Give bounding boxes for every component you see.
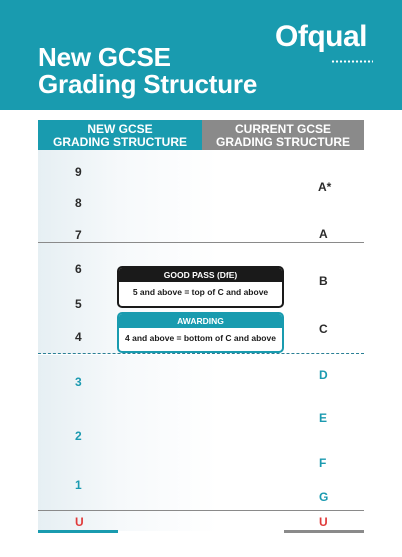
awarding-heading: AWARDING <box>119 314 282 328</box>
band-lower <box>38 355 364 510</box>
footer-accent-grey <box>284 530 364 533</box>
new-gcse-column-header <box>38 120 202 150</box>
current-grade-a-star: A* <box>318 180 332 194</box>
current-grade-d: D <box>319 368 328 382</box>
new-grade-3: 3 <box>75 375 82 389</box>
divider-line <box>38 242 364 243</box>
current-grade-a: A <box>319 227 328 241</box>
title-line-1: New GCSE <box>38 42 171 72</box>
current-grade-e: E <box>319 411 328 425</box>
new-grade-2: 2 <box>75 429 82 443</box>
good-pass-box <box>117 266 284 308</box>
new-grade-7: 7 <box>75 228 82 242</box>
band-top <box>38 150 364 242</box>
current-gcse-column-header <box>202 120 364 150</box>
current-grade-c: C <box>319 322 328 336</box>
awarding-box <box>117 312 284 353</box>
new-grade-9: 9 <box>75 165 82 179</box>
current-header-line-2: GRADING STRUCTURE <box>216 135 350 149</box>
header-banner <box>0 0 402 110</box>
good-pass-heading: GOOD PASS (DfE) <box>119 268 282 282</box>
logo-dots-decoration <box>331 60 373 63</box>
divider-line <box>38 510 364 511</box>
new-header-line-2: GRADING STRUCTURE <box>53 135 187 149</box>
new-grade-u: U <box>75 515 84 529</box>
current-grade-g: G <box>319 490 329 504</box>
current-grade-b: B <box>319 274 328 288</box>
new-grade-4: 4 <box>75 330 82 344</box>
ofqual-logo: Ofqual <box>275 20 367 53</box>
current-grade-f: F <box>319 456 327 470</box>
new-header-line-1: NEW GCSE <box>87 122 153 136</box>
pass-threshold-dashed-line <box>38 353 364 354</box>
good-pass-text: 5 and above = top of C and above <box>132 287 269 297</box>
new-grade-8: 8 <box>75 196 82 210</box>
page-title <box>38 44 257 98</box>
current-header-line-1: CURRENT GCSE <box>234 122 331 136</box>
footer-accent-teal <box>38 530 118 533</box>
new-grade-1: 1 <box>75 478 82 492</box>
new-grade-6: 6 <box>75 262 82 276</box>
title-line-2: Grading Structure <box>38 69 258 99</box>
band-fail <box>38 511 364 531</box>
awarding-text: 4 and above = bottom of C and above <box>125 333 276 343</box>
current-grade-u: U <box>319 515 328 529</box>
new-grade-5: 5 <box>75 297 82 311</box>
